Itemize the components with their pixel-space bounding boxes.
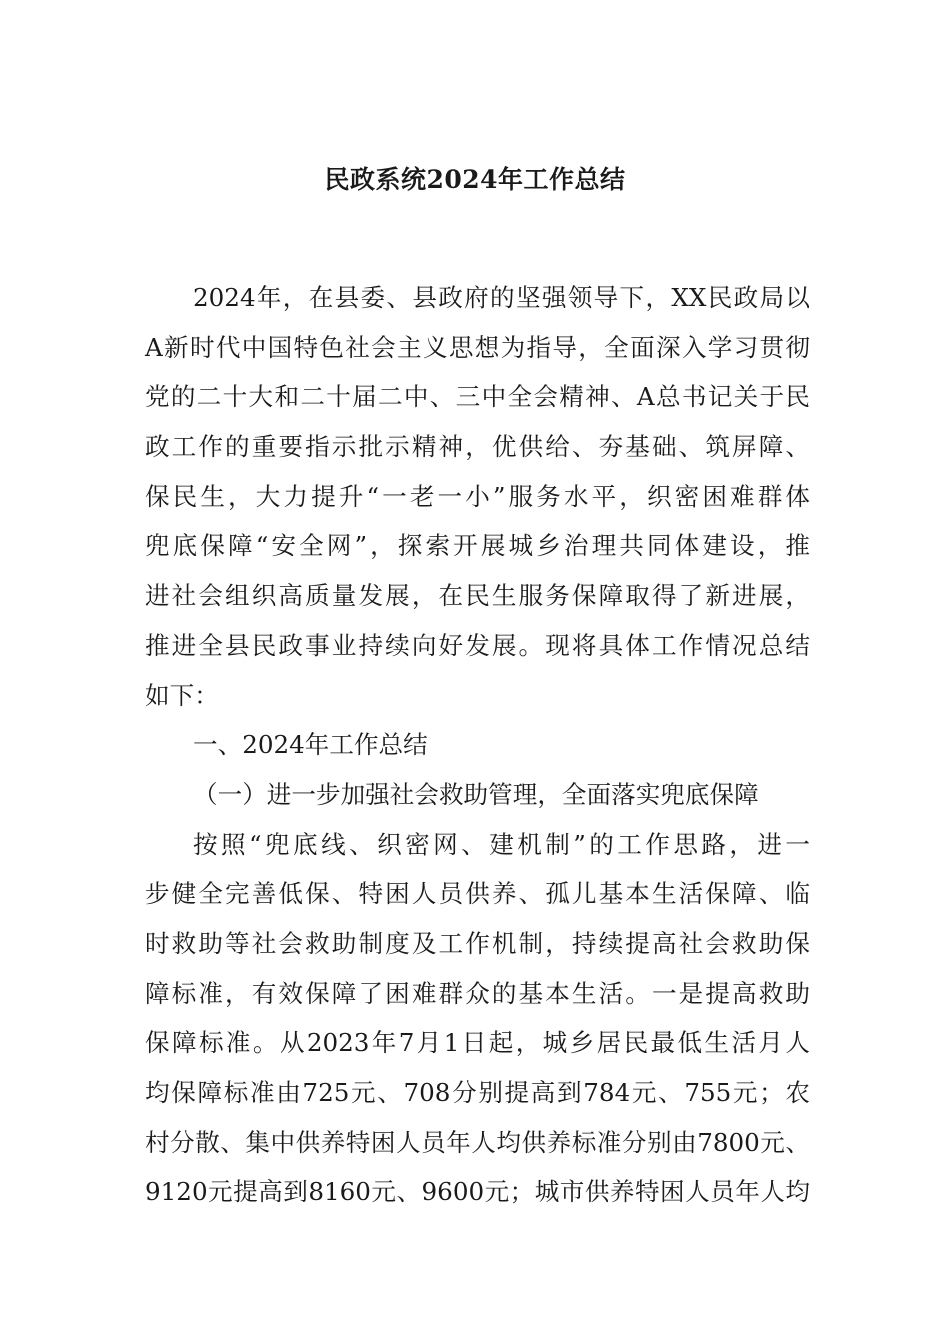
paragraph-line: 村分散、集中供养特困人员年人均供养标准分别由7800元、 (145, 1127, 810, 1157)
subsection-heading: （一）进一步加强社会救助管理，全面落实兜底保障 (193, 779, 759, 809)
document-body (145, 278, 810, 1222)
document-title: 民政系统2024年工作总结 (324, 165, 626, 194)
paragraph-line: 障标准，有效保障了困难群众的基本生活。一是提高救助 (145, 978, 810, 1008)
paragraph-line: 如下： (145, 680, 219, 710)
paragraph-line: 9120元提高到8160元、9600元；城市供养特困人员年人均 (145, 1177, 810, 1207)
paragraph-line: 均保障标准由725元、708分别提高到784元、755元；农 (145, 1078, 810, 1107)
section-heading: 一、2024年工作总结 (193, 730, 428, 760)
paragraph-line: 时救助等社会救助制度及工作机制，持续提高社会救助保 (145, 928, 810, 958)
paragraph-line: 保民生，大力提升“一老一小”服务水平，织密困难群体 (145, 481, 810, 511)
paragraph-line: 2024年，在县委、县政府的坚强领导下，XX民政局以 (193, 283, 810, 312)
paragraph-line: 推进全县民政事业持续向好发展。现将具体工作情况总结 (145, 630, 810, 660)
paragraph-line: 政工作的重要指示批示精神，优供给、夯基础、筑屏障、 (145, 432, 810, 462)
paragraph-line: 按照“兜底线、织密网、建机制”的工作思路，进一 (193, 829, 810, 859)
paragraph-line: 兜底保障“安全网”，探索开展城乡治理共同体建设，推 (145, 531, 810, 561)
paragraph-line: 进社会组织高质量发展，在民生服务保障取得了新进展， (145, 581, 810, 611)
paragraph-line: 步健全完善低保、特困人员供养、孤儿基本生活保障、临 (145, 879, 810, 909)
paragraph-line: 保障标准。从2023年7月1日起，城乡居民最低生活月人 (145, 1028, 810, 1058)
paragraph-line: 党的二十大和二十届二中、三中全会精神、A总书记关于民 (145, 382, 810, 412)
paragraph-line: A新时代中国特色社会主义思想为指导，全面深入学习贯彻 (145, 332, 810, 362)
